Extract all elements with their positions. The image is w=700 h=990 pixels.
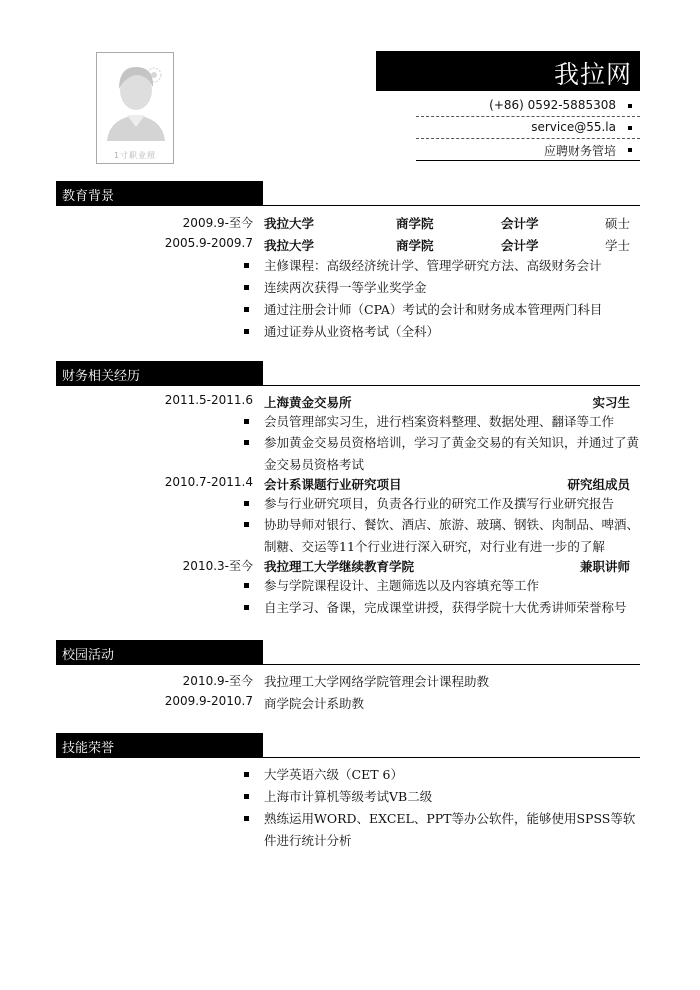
list-item: 协助导师对银行、餐饮、酒店、旅游、玻璃、钢铁、肉制品、啤酒、制糖、交运等11个行业进行深入研究，对行业有进一步的了解 [244,514,644,558]
list-item: 参与学院课程设计、主题筛选以及内容填充等工作 [244,575,644,597]
photo-caption: 1寸职业照 [113,151,157,160]
major: 会计学 [501,216,539,231]
phone-row [416,95,640,117]
date-range: 2010.9-至今 [182,674,253,688]
education-row [56,212,640,232]
list-item: 通过证券从业资格考试（全科） [244,321,644,343]
date-range: 2005.9-2009.7 [164,236,253,250]
name-banner [376,51,640,91]
list-item: 连续两次获得一等学业奖学金 [244,277,644,299]
date-range: 2009.9-2010.7 [164,694,253,708]
college: 商学院 [396,238,434,253]
education-row [56,234,640,254]
experience-row [56,391,640,411]
degree: 硕士 [604,216,630,231]
list-item: 参与行业研究项目，负责各行业的研究工作及撰写行业研究报告 [244,493,644,515]
experience-row [56,555,640,575]
email-address[interactable]: service@55.la [531,120,616,134]
date-range: 2010.3-至今 [182,559,253,573]
square-bullet-icon [244,419,249,424]
section-title: 校园活动 [62,648,115,663]
square-bullet-icon [244,583,249,588]
role: 实习生 [592,395,630,410]
campus-row [56,670,640,690]
square-bullet-icon [628,104,632,108]
list-item: 上海市计算机等级考试VB二级 [244,786,644,808]
section-title: 技能荣誉 [62,741,115,756]
list-item: 熟练运用WORD、EXCEL、PPT等办公软件，能够使用SPSS等软件进行统计分析 [244,808,644,852]
activity: 我拉理工大学网络学院管理会计课程助教 [264,674,490,689]
section-title: 教育背景 [62,189,115,204]
square-bullet-icon [244,307,249,312]
list-item: 通过注册会计师（CPA）考试的会计和财务成本管理两门科目 [244,299,644,321]
profile-photo [96,52,174,164]
square-bullet-icon [244,263,249,268]
objective-row [416,139,640,161]
square-bullet-icon [244,522,249,527]
job-objective: 应聘财务管培 [543,144,616,158]
square-bullet-icon [244,329,249,334]
degree: 学士 [604,238,630,253]
square-bullet-icon [244,772,249,777]
list-item: 主修课程：高级经济统计学、管理学研究方法、高级财务会计 [244,255,644,277]
square-bullet-icon [244,501,249,506]
date-range: 2009.9-至今 [182,216,253,230]
organization: 我拉理工大学继续教育学院 [264,559,415,574]
organization: 会计系课题行业研究项目 [264,477,402,492]
role: 研究组成员 [567,477,630,492]
activity: 商学院会计系助教 [264,696,365,711]
square-bullet-icon [628,126,632,130]
school: 我拉大学 [264,216,315,231]
person-silhouette-icon [97,53,175,153]
college: 商学院 [396,216,434,231]
school: 我拉大学 [264,238,315,253]
square-bullet-icon [244,794,249,799]
list-item: 会员管理部实习生，进行档案资料整理、数据处理、翻译等工作 [244,411,644,433]
experience-row [56,473,640,493]
date-range: 2011.5-2011.6 [164,393,253,407]
list-item: 大学英语六级（CET 6） [244,764,644,786]
date-range: 2010.7-2011.4 [164,475,253,489]
square-bullet-icon [244,285,249,290]
section-title: 财务相关经历 [62,369,141,384]
email-row [416,117,640,139]
candidate-name: 我拉网 [553,60,632,89]
major: 会计学 [501,238,539,253]
list-item: 自主学习、备课，完成课堂讲授，获得学院十大优秀讲师荣誉称号 [244,597,644,619]
phone-number: (+86) 0592-5885308 [489,98,616,112]
role: 兼职讲师 [579,559,630,574]
square-bullet-icon [244,440,249,445]
list-item: 参加黄金交易员资格培训，学习了黄金交易的有关知识，并通过了黄金交易员资格考试 [244,432,644,476]
campus-row [56,692,640,712]
square-bullet-icon [628,148,632,152]
square-bullet-icon [244,816,249,821]
organization: 上海黄金交易所 [264,395,352,410]
square-bullet-icon [244,605,249,610]
